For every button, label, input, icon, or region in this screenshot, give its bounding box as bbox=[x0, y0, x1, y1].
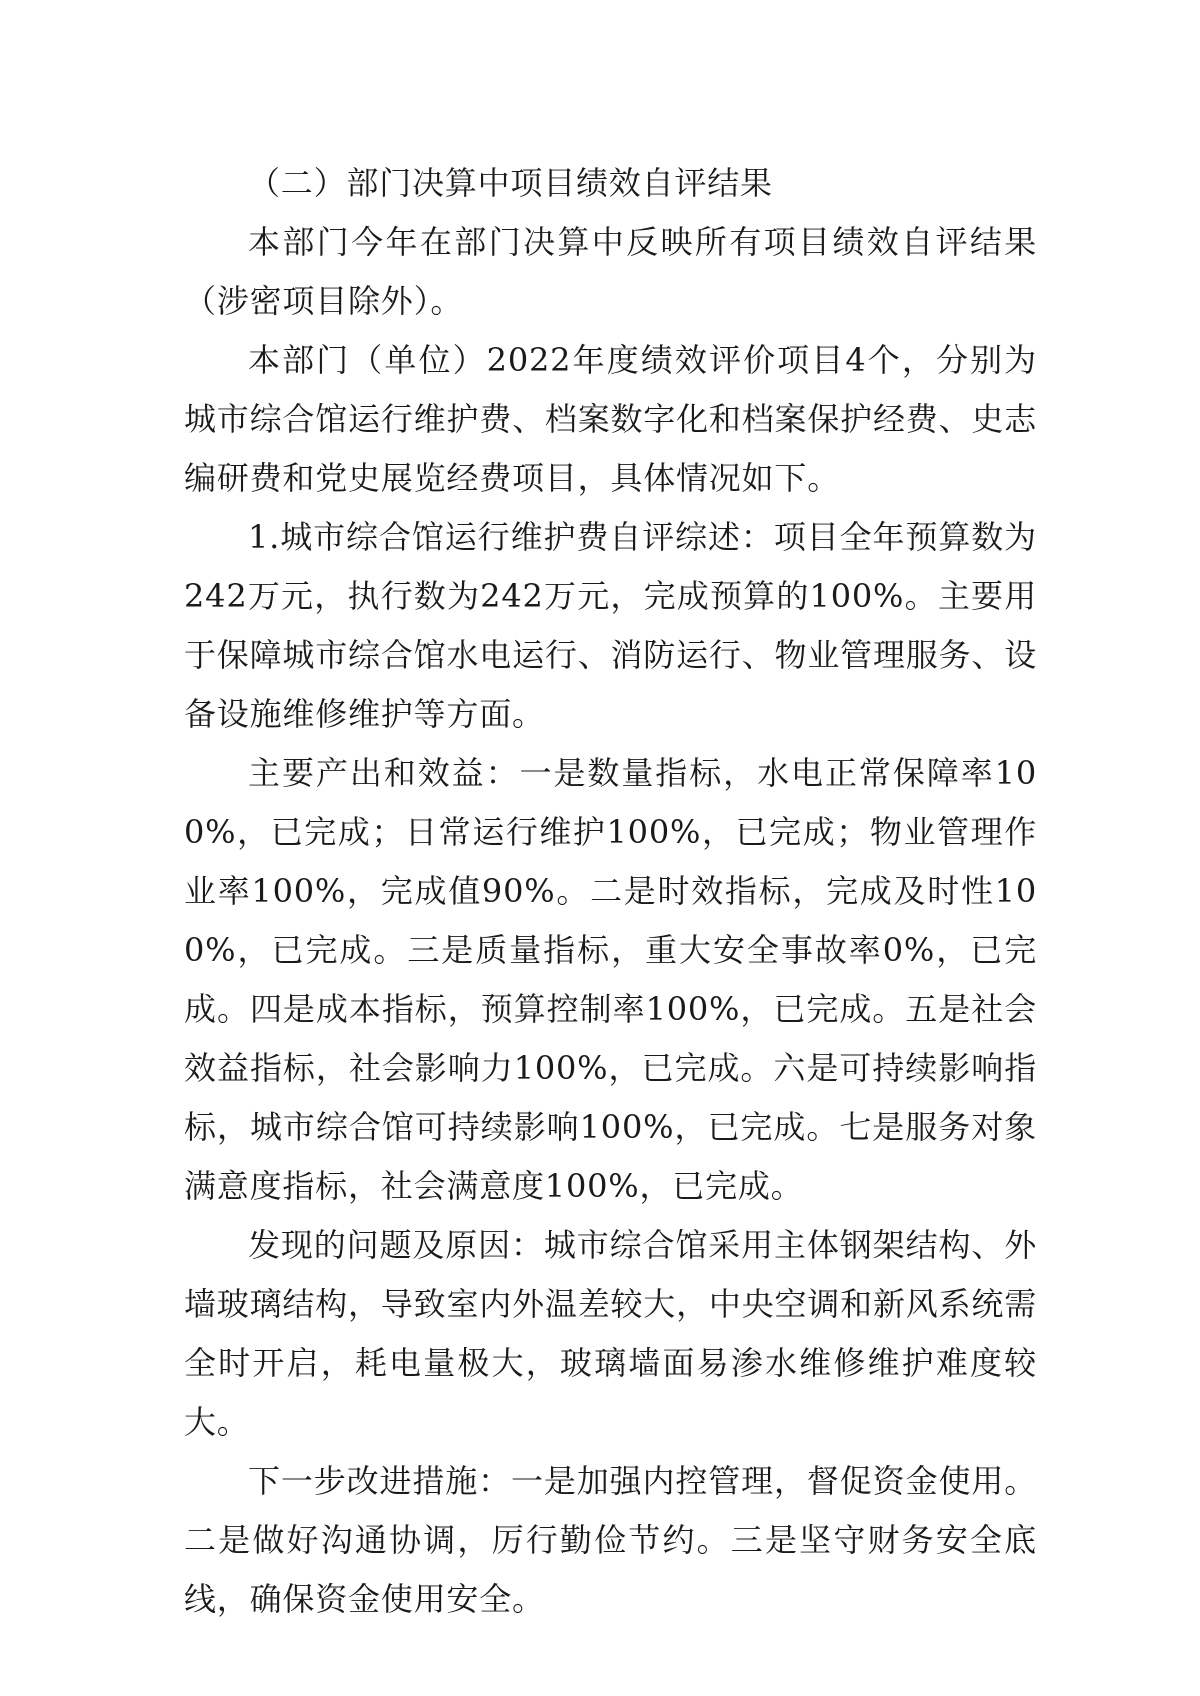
paragraph-scope: 本部门今年在部门决算中反映所有项目绩效自评结果（涉密项目除外）。 bbox=[184, 223, 1037, 320]
paragraph-improvement-measures: 下一步改进措施：一是加强内控管理，督促资金使用。二是做好沟通协调，厉行勤俭节约。三是坚守财务安全底线，确保资金使用安全。 bbox=[184, 1462, 1037, 1618]
paragraph-outputs-benefits: 主要产出和效益：一是数量指标，水电正常保障率100%，已完成；日常运行维护100%，已完成；物业管理作业率100%，完成值90%。二是时效指标，完成及时性100%，已完成。三是质量指标，重大安全事故率0%，已完成。四是成本指标，预算控制率100%，已完成。五是社会效益指标，社会影响力100%，已完成。六是可持续影响指标，城市综合馆可持续影响100%，已完成。七是服务对象满意度指标，社会满意度100%，已完成。 bbox=[184, 754, 1037, 1205]
document-body bbox=[184, 154, 1037, 1629]
section-heading: （二）部门决算中项目绩效自评结果 bbox=[248, 164, 773, 202]
paragraph-project-summary: 1.城市综合馆运行维护费自评综述：项目全年预算数为242万元，执行数为242万元，完成预算的100%。主要用于保障城市综合馆水电运行、消防运行、物业管理服务、设备设施维修维护等方面。 bbox=[184, 518, 1037, 733]
paragraph-problems-causes: 发现的问题及原因：城市综合馆采用主体钢架结构、外墙玻璃结构，导致室内外温差较大，中央空调和新风系统需全时开启，耗电量极大，玻璃墙面易渗水维修维护难度较大。 bbox=[184, 1226, 1037, 1441]
paragraph-projects-overview: 本部门（单位）2022年度绩效评价项目4个，分别为城市综合馆运行维护费、档案数字化和档案保护经费、史志编研费和党史展览经费项目，具体情况如下。 bbox=[184, 341, 1037, 497]
